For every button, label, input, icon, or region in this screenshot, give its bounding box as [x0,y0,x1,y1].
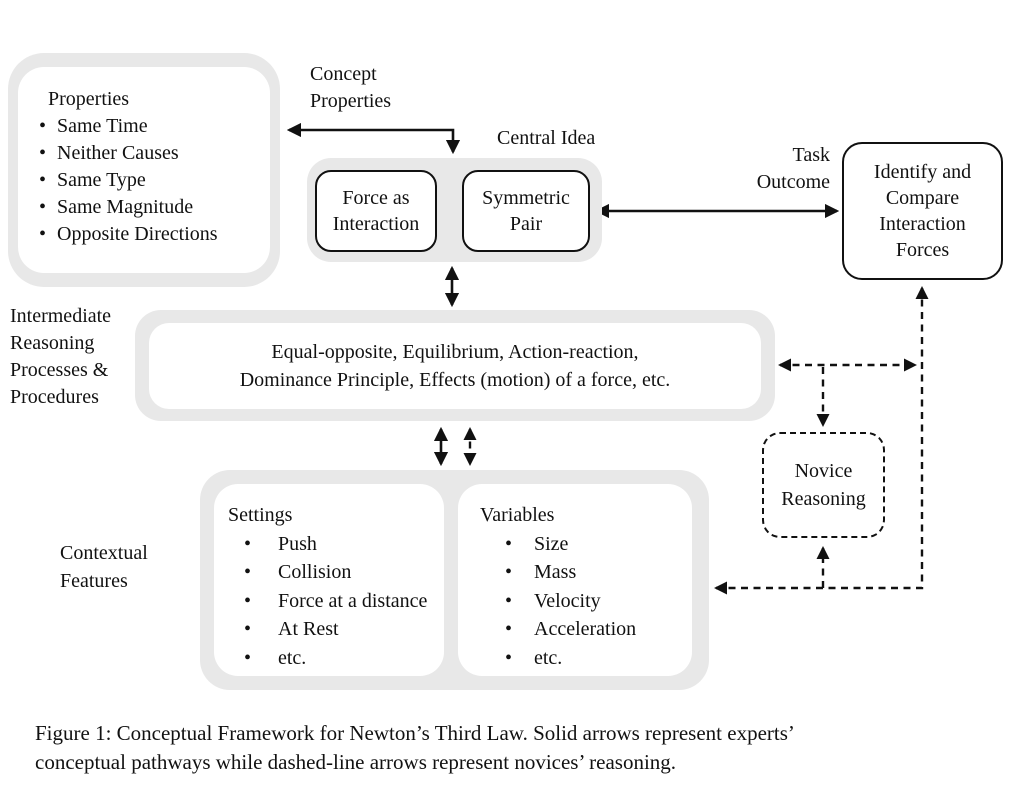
label-line: Features [60,570,128,592]
concept-properties-label [310,61,391,115]
central-idea-label: Central Idea [497,127,596,149]
label-line: Outcome [756,171,830,193]
settings-list [228,530,444,673]
caption-line: Figure 1: Conceptual Framework for Newton’s Third Law. Solid arrows represent experts’ [35,721,795,745]
label-line: Procedures [10,386,99,408]
properties-card [18,67,270,273]
label-line: Properties [310,90,392,112]
list-item: • Neither Causes [39,140,270,167]
novice-reasoning-box [762,432,885,538]
novice-reasoning-text: Novice Reasoning [781,460,866,510]
list-item: • etc. [244,644,444,673]
list-item: • Acceleration [505,615,692,644]
list-item: • Same Magnitude [39,194,270,221]
intermediate-text [149,338,761,394]
label-line: Concept [310,63,377,85]
list-item: • Opposite Directions [39,221,270,248]
force-as-interaction-text: Force as Interaction [332,187,420,235]
list-item: • Same Time [39,113,270,140]
contextual-features-label [60,539,148,595]
symmetric-pair-text: Symmetric Pair [482,187,570,235]
list-item: • Collision [244,558,444,587]
intermediate-line: Equal-opposite, Equilibrium, Action-reaction, [271,341,639,363]
intermediate-line: Dominance Principle, Effects (motion) of a force, etc. [239,369,671,391]
label-line: Task [792,144,830,166]
force-as-interaction-box [315,170,437,252]
symmetric-pair-box [462,170,590,252]
list-item: • Size [505,530,692,559]
list-item: • At Rest [244,615,444,644]
label-line: Contextual [60,542,148,564]
arrow-concept-properties-elbow [289,130,453,152]
intermediate-card [149,323,761,409]
caption-line: conceptual pathways while dashed-line arrows represent novices’ reasoning. [35,750,677,774]
list-item: • Same Type [39,167,270,194]
task-outcome-label [740,142,830,196]
list-item: • Velocity [505,587,692,616]
settings-card [214,484,444,676]
variables-title: Variables [480,504,555,526]
figure-caption [35,719,795,777]
list-item: • Push [244,530,444,559]
properties-list [18,113,270,248]
label-line: Intermediate [10,305,112,327]
list-item: • etc. [505,644,692,673]
variables-card [458,484,692,676]
identify-compare-box [842,142,1003,280]
properties-title: Properties [48,88,130,110]
list-item: • Force at a distance [244,587,444,616]
label-line: Reasoning [10,332,95,354]
identify-compare-text: Identify and Compare Interaction Forces [873,161,972,261]
settings-title: Settings [228,504,293,526]
list-item: • Mass [505,558,692,587]
label-line: Processes & [10,359,109,381]
variables-list [480,530,692,673]
intermediate-reasoning-label [10,303,111,411]
